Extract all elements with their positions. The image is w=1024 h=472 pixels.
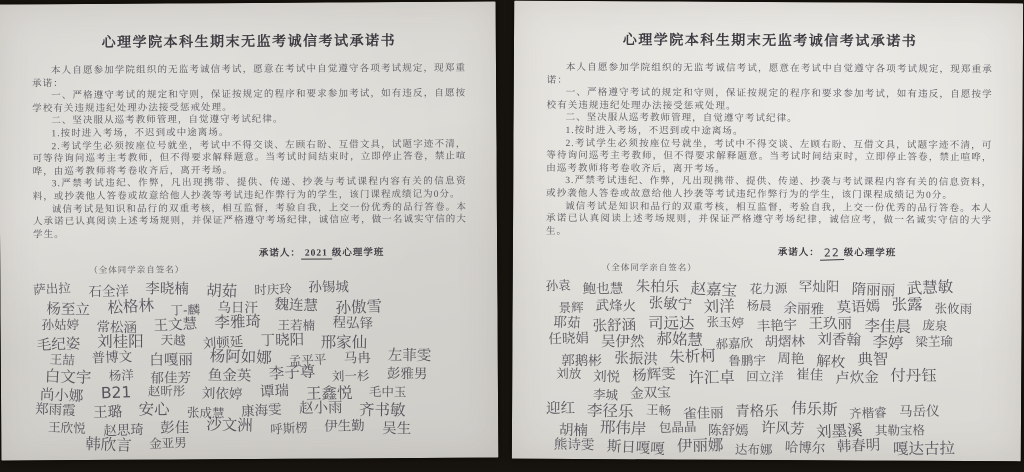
signer-label: 承诺人： [777, 248, 820, 259]
signature: 松格林 [106, 295, 154, 317]
signature: 石全洋 [87, 283, 129, 301]
signature: 张振洪 [613, 350, 658, 368]
document-body-text [32, 63, 467, 242]
signature: 萨出拉 [32, 280, 72, 298]
signature: 李婷 [871, 332, 904, 353]
signer-line [546, 243, 992, 260]
signature: 毛中玉 [369, 384, 407, 400]
signature: 青格乐 [735, 404, 779, 421]
signer-class-value-handwritten: 22 [820, 246, 844, 261]
signature: 鲁鹏宇 [727, 352, 766, 368]
signature: 王若楠 [277, 317, 316, 333]
signer-line [33, 244, 467, 262]
signature: 伟乐斯 [790, 399, 838, 420]
signature: 赵嘉宝 [690, 279, 738, 301]
signature: 胡茹 [205, 281, 238, 302]
signature: 陈舒嫣 [707, 422, 749, 439]
signer-label: 承诺人： [258, 248, 301, 260]
signature: 杨洋 [108, 367, 134, 384]
signature: 王欣悦 [47, 419, 87, 436]
signature: 朱柏乐 [635, 279, 679, 297]
signature: 卢炊金 [834, 370, 879, 388]
signature: 孟平平 [288, 351, 327, 369]
paragraph: 3.严禁考试违纪、作弊，凡出现携带、提供、传递、抄袭与考试课程内容有关的信息资料，或抄袭他人答卷或故意给他人抄袭等考试违纪作弊行为的学生，该门课程成绩记为0分。 [546, 176, 993, 201]
signature: 张玉婷 [706, 313, 745, 330]
signature: 鲍也慧 [582, 281, 624, 298]
signature: 呼斯楞 [269, 419, 308, 437]
signature: 雀佳丽 [682, 405, 724, 423]
signature: 孙袁 [545, 277, 571, 294]
paragraph: 2.考试学生必须按座位号就坐，考试中不得交谈、左顾右盼、互借文具，试题字迹不清，可等待询问巡考主考教师，但不得要求解释题意。当考试时间结束时，立即停止答卷，禁止喧哗，由巡考教师将考卷收齐后，离开考场。 [546, 138, 993, 175]
signature: 孙锡城 [308, 279, 349, 296]
paper-sheet-left [0, 1, 498, 460]
paragraph: 本人自愿参加学院组织的无监考诚信考试，愿意在考试中自觉遵守各项考试规定，现郑重承诺： [32, 63, 467, 89]
signature: 赵小雨 [298, 399, 343, 417]
signature: 嘎达古拉 [892, 439, 955, 458]
signature: 魏连慧 [274, 296, 319, 315]
paragraph: 一、严格遵守考试的规定和守则，保证按规定的程序和要求参加考试，如有违反，自愿按学校有关违规违纪处理办法接受惩戒处理。 [546, 88, 993, 112]
signature: 丁-麟 [170, 301, 201, 318]
signature: 刘放 [556, 366, 582, 382]
signature: 张敏宁 [647, 295, 693, 314]
signature: 孙姑婷 [41, 316, 80, 332]
paragraph: 2.考试学生必须按座位号就坐，考试中不得交谈、左顾右盼、互借文具，试题字迹不清，可等待询问巡考主考教师，但不得要求解释题意。当考试时间结束时，立即停止答卷，禁止喧哗，由巡考教师将考卷收齐后，离开考场。 [32, 139, 467, 178]
paragraph: 1.按时进入考场，不迟到或中途离场。 [565, 125, 744, 137]
signature: 刘悦 [592, 368, 621, 386]
signature: 迎红 [545, 401, 576, 418]
signature: 武烽火 [595, 297, 637, 315]
signature: 安心 [138, 400, 170, 419]
signature: 白文宇 [44, 367, 92, 388]
signature: 邢伟岸 [599, 418, 647, 439]
signature: 李径乐 [586, 402, 634, 422]
signature: 李子尊 [267, 362, 316, 384]
signature: 左菲雯 [387, 347, 431, 365]
signature: 齐楷睿 [848, 405, 887, 422]
signature: 丁晓阳 [260, 332, 304, 350]
signature: 莫语嫣 [835, 298, 881, 317]
signature: 丰艳宇 [755, 316, 797, 335]
signature: 彭雅男 [386, 366, 428, 383]
signer-class-value: 2021 [301, 249, 332, 260]
signature: 李晓楠 [145, 281, 189, 299]
signature: 胡熠林 [764, 333, 806, 351]
sign-note: （全体同学亲自签名） [89, 264, 185, 276]
signature: 罕灿阳 [798, 279, 840, 296]
signature-row [545, 363, 991, 388]
signature: 刘洋 [703, 297, 735, 317]
paper-sheet-right [512, 1, 1023, 462]
signature: 张攸雨 [934, 300, 973, 317]
paragraph: 二、坚决服从巡考教师管理，自觉遵守考试纪律。 [565, 113, 798, 125]
signature: 张成慧 [186, 404, 225, 421]
signature: 花力源 [749, 280, 787, 297]
signature: 郁佳芳 [150, 370, 191, 387]
signature: 伊丽娜 [676, 435, 724, 455]
signature: 许汇卓 [687, 368, 735, 388]
paragraph: 诚信考试是知识和品行的双重考核，相互监督，考验自我，上交一份优秀的品行答卷。本人承诺已认真阅读上述考场规则，并保证严格遵守考场纪律，诚信应考，做一名诚实守信的大学生。 [32, 202, 467, 241]
signature: 周艳 [777, 350, 805, 368]
signature: 邢家仙 [320, 333, 368, 352]
signature: 许风芳 [760, 420, 805, 438]
signature-area [32, 276, 468, 455]
signature: 郑雨霞 [34, 400, 76, 419]
signature: 金亚男 [148, 434, 187, 452]
signer-suffix: 级心理学班 [331, 248, 385, 259]
signature: 张舒涵 [592, 317, 637, 335]
signature: 郝姳慧 [656, 329, 704, 350]
signature: 解枚 [815, 353, 846, 371]
paragraph: 二、坚决服从巡考教师管理，自觉遵守考试纪律。 [51, 115, 284, 127]
signature: 李城 [592, 386, 619, 403]
signature: 付丹钰 [890, 366, 937, 386]
signature-area [545, 275, 992, 458]
signature: 朱析柯 [668, 346, 717, 367]
paragraph: 1.按时进入考场，不迟到或中途离场。 [51, 128, 230, 140]
signature: 彭佳 [160, 420, 190, 437]
document-photo-left [0, 0, 502, 472]
signature: 王文慧 [153, 315, 198, 335]
signature: 刘一杉 [331, 368, 370, 385]
signature: 李佳晨 [863, 316, 911, 336]
signature: 达布娜 [734, 441, 773, 457]
signature: 杨辉雯 [631, 366, 677, 385]
signature: 杨至立 [46, 301, 91, 319]
signature: 尚小娜 [39, 387, 84, 406]
signature: 任晓娟 [548, 330, 590, 348]
signature: 武慧敏 [906, 278, 954, 299]
signature: 伊生勤 [324, 417, 365, 435]
signature: 隋丽丽 [850, 282, 895, 300]
signature: 吴伊然 [600, 334, 645, 351]
signature: 赵思琦 [102, 421, 144, 440]
signature: 孙傲雪 [334, 296, 382, 317]
signature: 康海雯 [240, 401, 283, 420]
signature: 胡楠 [558, 422, 589, 440]
paper-content [0, 1, 498, 460]
signature: 斯日嘎嘎 [605, 438, 665, 458]
signature: 程弘铎 [331, 314, 373, 332]
signature: 耶茹 [553, 313, 581, 332]
signature: 张露 [891, 295, 923, 314]
signature: 庞泉 [922, 316, 948, 334]
paragraph: 3.严禁考试违纪、作弊，凡出现携带、提供、传递、抄袭与考试课程内容有关的信息资料，或抄袭他人答卷或故意给他人抄袭等考试违纪作弊行为的学生，该门课程成绩记为0分。 [32, 177, 467, 203]
signature: 司远达 [647, 313, 695, 333]
signature: 天越 [160, 332, 186, 348]
signature: 包晶晶 [658, 419, 697, 436]
signature: 景辉 [558, 299, 584, 316]
paper-content [512, 1, 1023, 462]
signature: 王喆 [49, 351, 76, 368]
signature: 刘桂阳 [97, 332, 144, 351]
paragraph: 诚信考试是知识和品行的双重考核，相互监督，考验自我，上交一份优秀的品行答卷。本人承诺已认真阅读上述考场规则，并保证严格遵守考场纪律，诚信应考，做一名诚实守信的大学生。 [545, 201, 993, 237]
signature: 韩春明 [836, 437, 881, 456]
signature: 崔佳 [795, 366, 824, 385]
signature: 熊诗雯 [553, 436, 595, 454]
signature: 王璐 [92, 403, 122, 422]
document-body-text [546, 62, 993, 241]
paragraph: 本人自愿参加学院组织的无监考诚信考试，愿意在考试中自觉遵守各项考试规定，现郑重承诺： [546, 62, 993, 86]
document-title: 心理学院本科生期末无监考诚信考试承诺书 [622, 33, 918, 50]
signature: 吴生 [381, 420, 411, 438]
signature: 回立洋 [746, 368, 784, 385]
signature: 鱼金英 [207, 367, 252, 385]
signer-suffix: 级心理学班 [843, 248, 897, 259]
signature: 刘墨溪 [815, 421, 863, 442]
signature: 毛纪姿 [36, 336, 81, 354]
signature: 普博文 [91, 349, 133, 367]
signature: 常松涵 [95, 318, 137, 337]
signature: 李雅琦 [213, 312, 261, 332]
signature: 金双宝 [629, 384, 672, 403]
paragraph: 一、严格遵守考试的规定和守则，保证按规定的程序和要求参加考试，如有违反，自愿按学校有关违规违纪处理办法接受惩戒处理。 [32, 88, 467, 115]
signature-row [545, 275, 992, 301]
document-title: 心理学院本科生期末无监考诚信考试承诺书 [101, 34, 397, 51]
signature: B21 [100, 383, 132, 403]
document-photo-right [509, 0, 1024, 472]
signature: 马冉 [343, 350, 371, 367]
signature: 马岳仪 [898, 404, 940, 421]
signature: 王鑫悦 [305, 384, 353, 404]
signature: 刘香翰 [816, 332, 861, 349]
signature: 郝嘉欣 [714, 335, 753, 352]
signature: 谭瑞 [259, 383, 290, 402]
signature: 杨晨 [746, 297, 772, 313]
signature: 白嘎丽 [149, 352, 193, 369]
signature: 王玖丽 [808, 315, 853, 333]
sign-note: （全体同学亲自签名） [601, 262, 697, 273]
signature: 时庆玲 [253, 281, 292, 298]
signature: 郭鹅彬 [561, 352, 602, 369]
signature: 余丽雅 [783, 300, 825, 318]
signature: 韩欣言 [84, 434, 133, 455]
signature: 哈博尔 [784, 439, 826, 457]
signature: 赵昕彤 [147, 383, 186, 400]
signature: 齐书敏 [359, 400, 406, 420]
signature: 刘依婷 [202, 386, 243, 404]
signature: 典智 [857, 349, 889, 369]
signature: 王畅 [645, 402, 671, 419]
signature: 杨阿如娜 [209, 347, 273, 367]
signature: 乌日汗 [216, 299, 258, 316]
signature: 刘顿延 [202, 333, 244, 353]
signature: 其勒宝格 [874, 422, 925, 439]
signature: 梁芏瑜 [915, 333, 954, 350]
signature: 沙文洲 [206, 415, 253, 435]
